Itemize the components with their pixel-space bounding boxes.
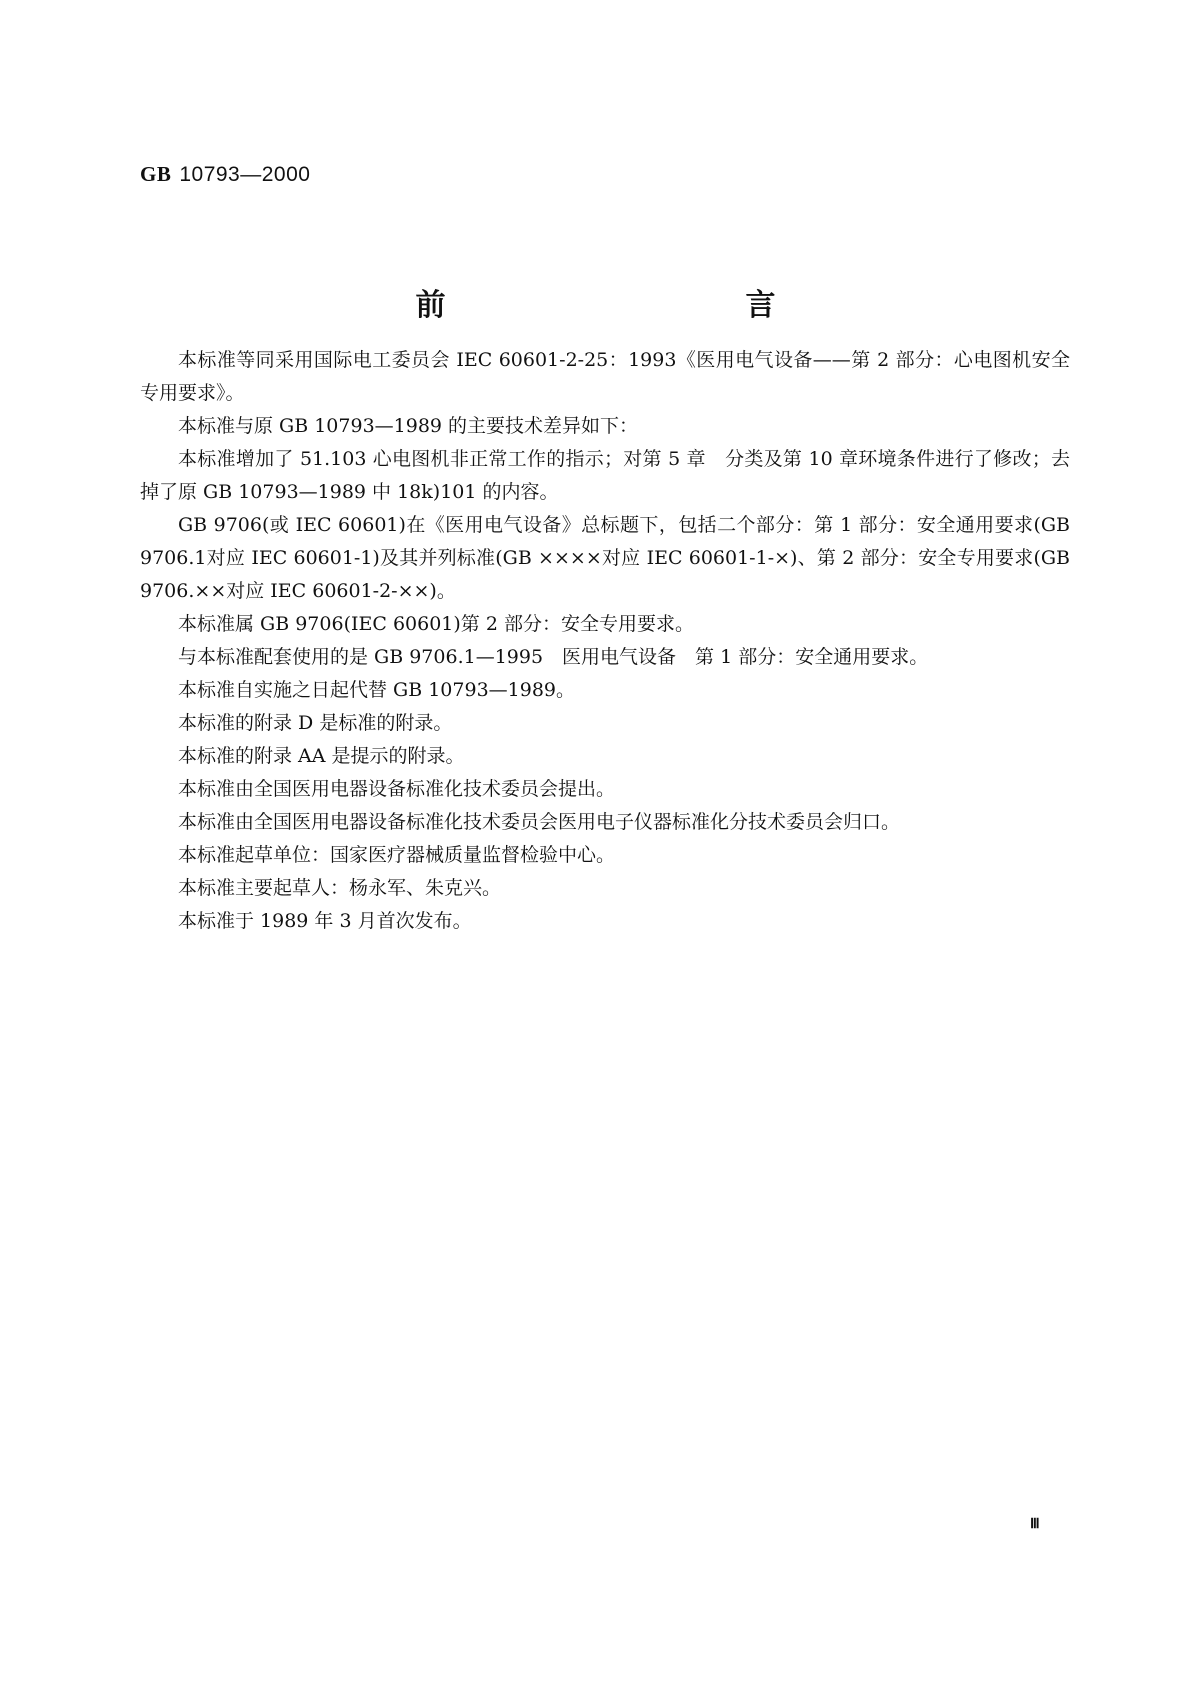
paragraph: 本标准由全国医用电器设备标准化技术委员会提出。 — [178, 778, 616, 800]
paragraph: 本标准增加了 51.103 心电图机非正常工作的指示；对第 5 章 分类及第 10 章环境条件进行了修改；去掉了原 GB 10793—1989 中 18k)101 的内容。 — [140, 448, 1070, 503]
standard-prefix: GB — [140, 162, 172, 186]
paragraph: 与本标准配套使用的是 GB 9706.1—1995 医用电气设备 第 1 部分：安全通用要求。 — [178, 646, 929, 668]
paragraph: 本标准主要起草人：杨永军、朱克兴。 — [178, 877, 502, 899]
paragraph: GB 9706(或 IEC 60601)在《医用电气设备》总标题下，包括二个部分：第 1 部分：安全通用要求(GB 9706.1对应 IEC 60601-1)及其并列标准(GB ××××对应 IEC 60601-1-×)、第 2 部分：安全专用要求(GB 9706.××对应 IEC 60601-2-××)。 — [140, 514, 1070, 602]
paragraph: 本标准等同采用国际电工委员会 IEC 60601-2-25：1993《医用电气设备——第 2 部分：心电图机安全专用要求》。 — [140, 349, 1070, 404]
paragraph: 本标准自实施之日起代替 GB 10793—1989。 — [178, 679, 576, 701]
paragraph: 本标准起草单位：国家医疗器械质量监督检验中心。 — [178, 844, 616, 866]
paragraph: 本标准的附录 AA 是提示的附录。 — [178, 745, 465, 767]
paragraph: 本标准属 GB 9706(IEC 60601)第 2 部分：安全专用要求。 — [178, 613, 694, 635]
page-number: Ⅲ — [1030, 1517, 1040, 1532]
document-code-header — [140, 162, 310, 187]
foreword-body — [140, 344, 1070, 938]
standard-number: 10793—2000 — [179, 163, 311, 186]
paragraph: 本标准于 1989 年 3 月首次发布。 — [178, 910, 472, 932]
page-title: 前 言 — [415, 288, 856, 323]
paragraph: 本标准由全国医用电器设备标准化技术委员会医用电子仪器标准化分技术委员会归口。 — [178, 811, 901, 833]
paragraph: 本标准的附录 D 是标准的附录。 — [178, 712, 453, 734]
paragraph: 本标准与原 GB 10793—1989 的主要技术差异如下： — [178, 415, 639, 437]
